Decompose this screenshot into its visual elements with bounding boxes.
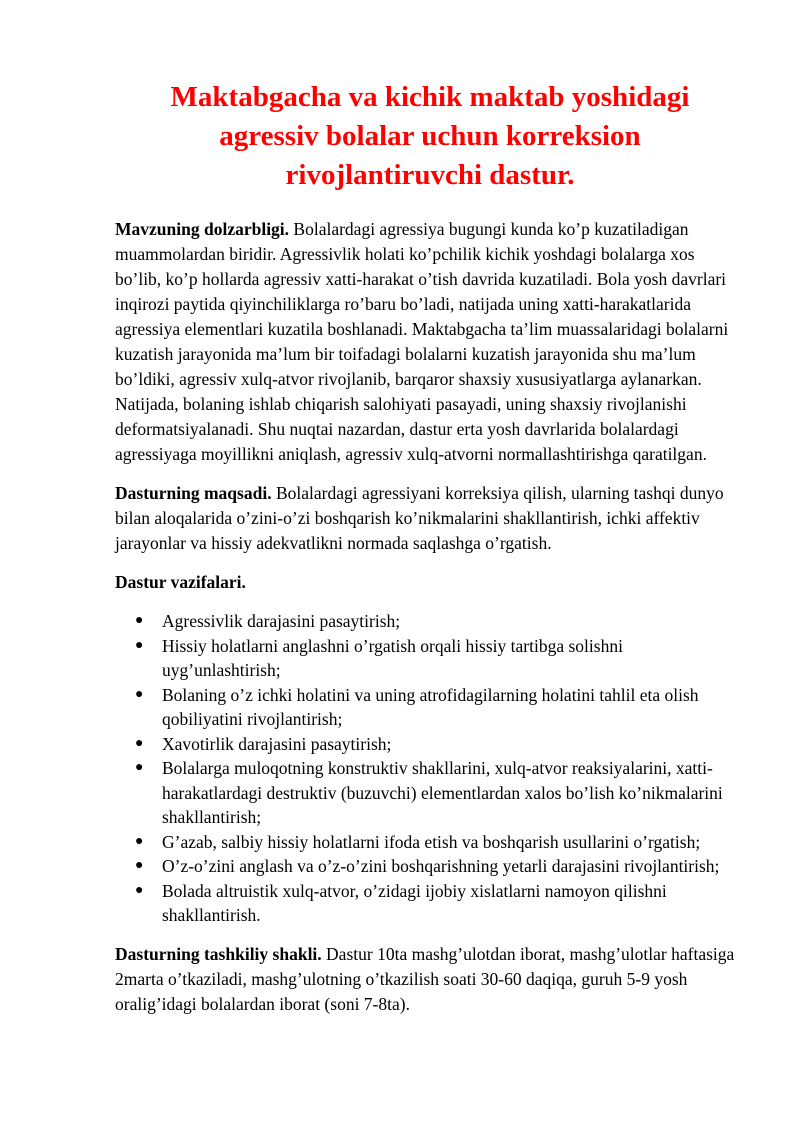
task-text: Hissiy holatlarni anglashni o’rgatish orqali hissiy tartibga solishni uyg’unlashtirish; xyxy=(162,635,623,680)
bullet-icon: ● xyxy=(135,735,144,751)
document-page xyxy=(115,78,745,1031)
bullet-icon: ● xyxy=(135,858,144,873)
list-item xyxy=(115,732,745,757)
task-text: Agressivlik darajasini pasaytirish; xyxy=(162,611,401,631)
document-title xyxy=(115,78,745,195)
title-line-3: rivojlantiruvchi dastur. xyxy=(285,159,575,191)
list-item xyxy=(115,609,745,634)
task-text: Xavotirlik darajasini pasaytirish; xyxy=(162,733,392,754)
bullet-icon: ● xyxy=(135,686,144,702)
bullet-icon: ● xyxy=(135,637,144,653)
task-text: G’azab, salbiy hissiy holatlarni ifoda etish va boshqarish usullarini o’rgatish; xyxy=(162,831,701,852)
form-label: Dasturning tashkiliy shakli. xyxy=(115,943,322,964)
form-paragraph xyxy=(115,942,745,1017)
task-text: O’z-o’zini anglash va o’z-o’zini boshqarishning yetarli darajasini rivojlantirish; xyxy=(162,856,720,876)
goal-text: Bolalardagi agressiyani korreksiya qilish, ularning tashqi dunyo bilan aloqalarida o’zini-o’zi boshqarish ko’nikmalarini shakllantirish, ichki affektiv jarayonlar va hissiy adekvatlikni normada saqlashga o’rgatish. xyxy=(115,483,724,553)
bullet-icon: ● xyxy=(135,882,144,898)
relevance-text: Bolalardagi agressiya bugungi kunda ko’p kuzatiladigan muammolardan biridir. Agressivlik holati ko’pchilik kichik yoshdagi bolalarga xos bo’lib, ko’p hollarda agressiv xatti-harakat o’tish davrida kuzatiladi. Bola yosh davrlari inqirozi paytida qiyinchiliklarga ro’baru bo’ladi, natijada uning xatti-harakatlarida agressiya elementlari kuzatila boshlanadi. Maktabgacha ta’lim muassalaridagi bolalarni kuzatish jarayonida ma’lum bir toifadagi bolalarni kuzatish jarayonida shu ma’lum bo’ldiki, agressiv xulq-atvor rivojlanib, barqaror shaxsiy xususiyatlarga aylanarkan. Natijada, bolaning ishlab chiqarish salohiyati pasayadi, uning shaxsiy rivojlanishi deformatsiyalanadi. Shu nuqtai nazardan, dastur erta yosh davrlarida bolalardagi agressiyaga moyillikni aniqlash, agressiv xulq-atvorni normallashtirishga qaratilgan. xyxy=(115,219,729,464)
tasks-list xyxy=(115,609,745,928)
bullet-icon: ● xyxy=(135,833,144,849)
list-item xyxy=(115,634,745,683)
goal-paragraph xyxy=(115,481,745,556)
title-line-2: agressiv bolalar uchun korreksion xyxy=(219,120,641,152)
title-line-1: Maktabgacha va kichik maktab yoshidagi xyxy=(170,81,690,113)
list-item xyxy=(115,830,745,855)
task-text: Bolada altruistik xulq-atvor, o’zidagi ijobiy xislatlarni namoyon qilishni shakllantirish. xyxy=(162,880,667,925)
relevance-label: Mavzuning dolzarbligi. xyxy=(115,219,290,239)
tasks-heading: Dastur vazifalari. xyxy=(115,572,246,592)
bullet-icon: ● xyxy=(135,760,144,775)
list-item xyxy=(115,879,745,928)
relevance-paragraph xyxy=(115,217,745,467)
list-item xyxy=(115,683,745,732)
goal-label: Dasturning maqsadi. xyxy=(115,483,272,503)
list-item xyxy=(115,854,745,879)
form-text: Dastur 10ta mashg’ulotdan iborat, mashg’ulotlar haftasiga 2marta o’tkaziladi, mashg’ulotning o’tkazilish soati 30-60 daqiqa, guruh 5-9 yosh oralig’idagi bolalardan iborat (soni 7-8ta). xyxy=(115,943,735,1014)
task-text: Bolalarga muloqotning konstruktiv shakllarini, xulq-atvor reaksiyalarini, xatti-harakatlardagi destruktiv (buzuvchi) elementlardan xalos bo’lish ko’nikmalarini shakllantirish; xyxy=(162,758,723,827)
bullet-icon: ● xyxy=(135,613,144,628)
list-item xyxy=(115,756,745,830)
task-text: Bolaning o’z ichki holatini va uning atrofidagilarning holatini tahlil eta olish qobiliyatini rivojlantirish; xyxy=(162,684,699,729)
